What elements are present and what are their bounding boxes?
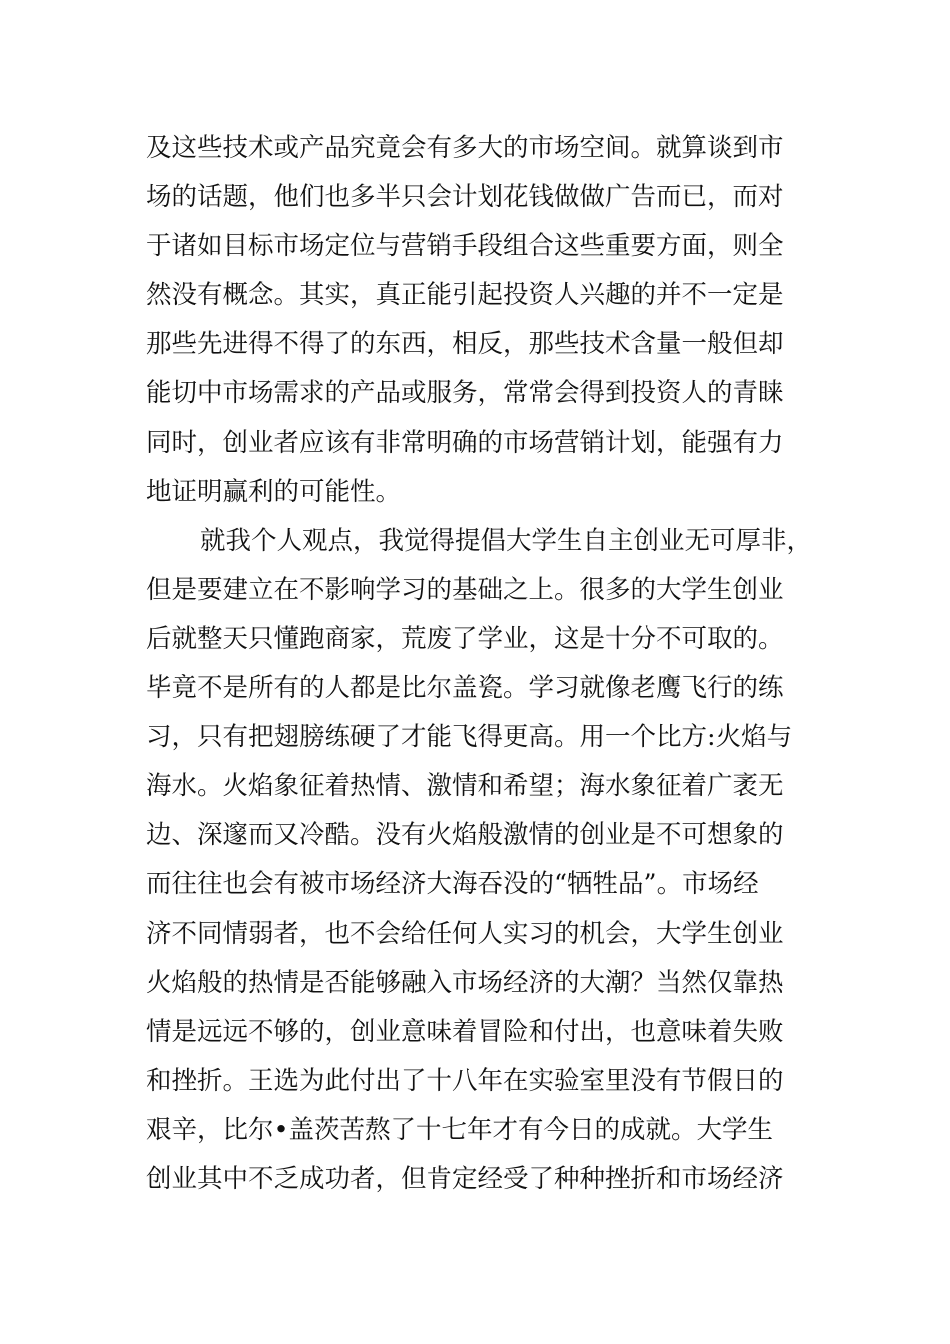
text-line: 艰辛，比尔•盖茨苦熬了十七年才有今日的成就。大学生 [146,1114,774,1145]
text-line: 那些先进得不得了的东西，相反，那些技术含量一般但却 [146,329,784,360]
text-line: 火焰般的热情是否能够融入市场经济的大潮？当然仅靠热 [146,967,784,998]
text-line: 场的话题，他们也多半只会计划花钱做做广告而已，而对 [146,182,784,213]
text-line: 边、深邃而又冷酷。没有火焰般激情的创业是不可想象的 [146,820,784,851]
text-line: 然没有概念。其实，真正能引起投资人兴趣的并不一定是 [146,280,784,311]
text-line: 毕竟不是所有的人都是比尔盖瓷。学习就像老鹰飞行的练 [146,673,784,704]
text-line: 和挫折。王选为此付出了十八年在实验室里没有节假日的 [146,1065,784,1096]
text-line: 同时，创业者应该有非常明确的市场营销计划，能强有力 [146,427,784,458]
text-line: 习，只有把翅膀练硬了才能飞得更高。用一个比方:火焰与 [146,722,793,753]
text-line: 但是要建立在不影响学习的基础之上。很多的大学生创业 [146,574,784,605]
text-line: 海水。火焰象征着热情、激情和希望；海水象征着广袤无 [146,771,784,802]
text-line: 地证明赢利的可能性。 [146,476,402,507]
text-line: 济不同情弱者，也不会给任何人实习的机会，大学生创业 [146,918,784,949]
text-line: 后就整天只懂跑商家，荒废了学业，这是十分不可取的。 [146,623,784,654]
paragraph-start-line: 就我个人观点，我觉得提倡大学生自主创业无可厚非， [200,525,813,556]
text-line: 于诸如目标市场定位与营销手段组合这些重要方面，则全 [146,231,784,262]
text-line: 创业其中不乏成功者，但肯定经受了种种挫折和市场经济 [146,1163,784,1194]
text-line: 及这些技术或产品究竟会有多大的市场空间。就算谈到市 [146,133,784,163]
body-text [146,124,846,1204]
text-line: 能切中市场需求的产品或服务，常常会得到投资人的青睐 [146,378,784,409]
text-line: 情是远远不够的，创业意味着冒险和付出，也意味着失败 [146,1016,784,1047]
text-line: 而往往也会有被市场经济大海吞没的“牺牲品”。市场经 [146,869,759,900]
